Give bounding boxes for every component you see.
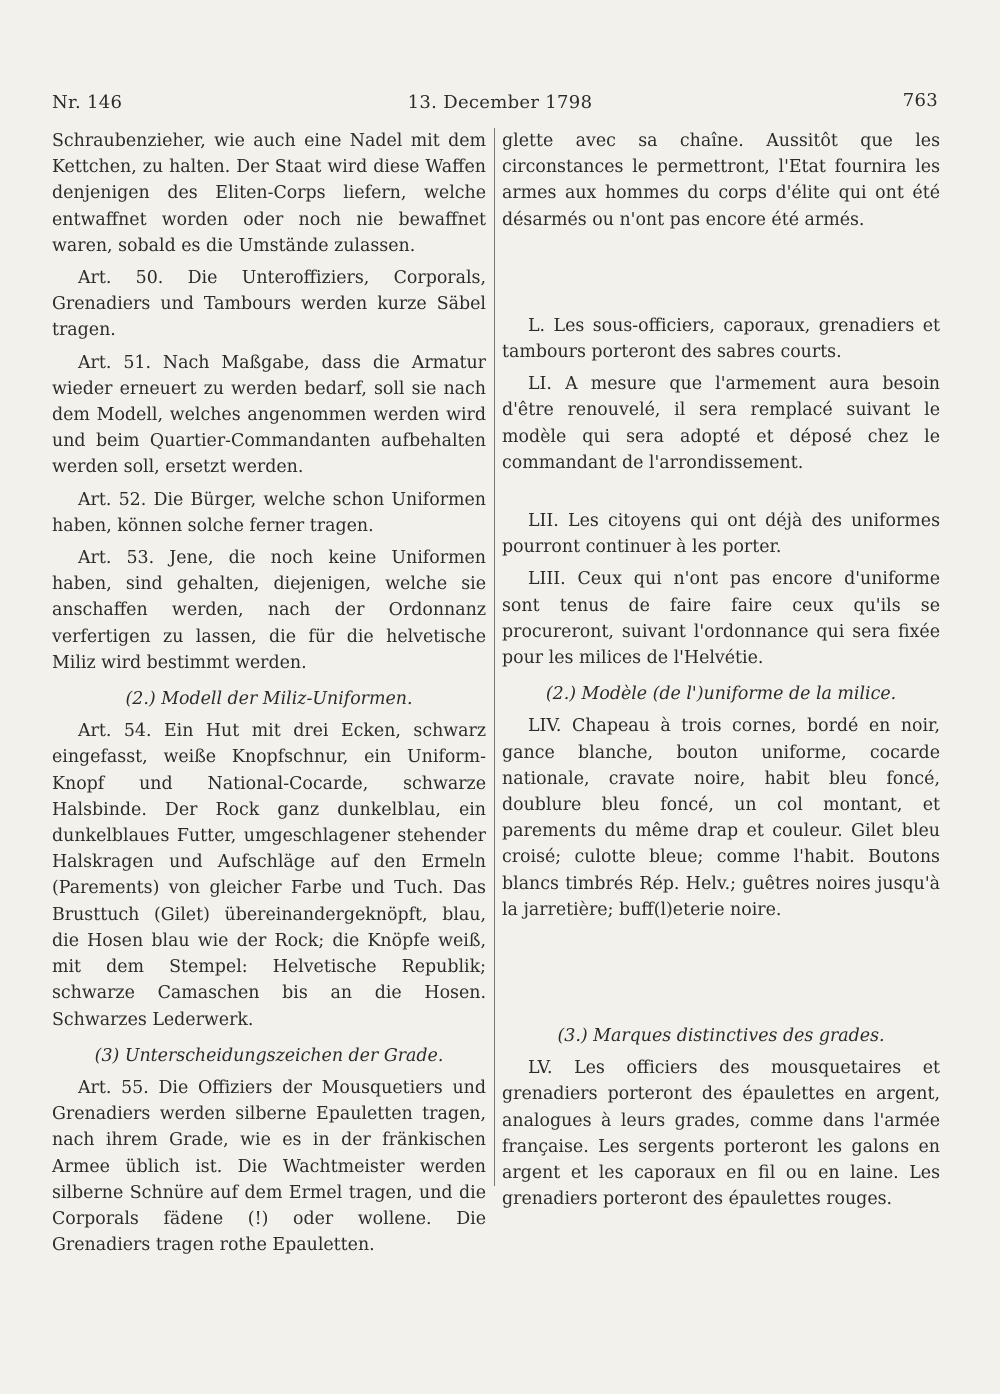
german-section-heading-2: (2.) Modell der Miliz-Uniformen.	[125, 689, 413, 710]
page-number: 763	[902, 90, 938, 111]
document-date: 13. December 1798	[407, 92, 593, 113]
french-paragraph-continued: glette avec sa chaîne. Aussitôt que les circonstances le permettront, l'Etat fournira les armes aux hommes du corps d'élite qui ont été désarmés ou n'ont pas encore été armés.	[502, 131, 940, 230]
french-section-heading-2: (2.) Modèle (de l')uniforme de la milice.	[545, 684, 897, 705]
german-article-52: Art. 52. Die Bürger, welche schon Uniformen haben, können solche ferner tragen.	[52, 489, 486, 536]
german-section-heading-3: (3) Unterscheidungszeichen der Grade.	[94, 1045, 444, 1066]
german-paragraph-continued: Schraubenzieher, wie auch eine Nadel mit dem Kettchen, zu halten. Der Staat wird diese Waffen denjenigen des Eliten-Corps liefern, welche entwaffnet worden oder noch nie bewaffnet waren, sobald es die Umstände zulassen.	[52, 131, 486, 256]
german-article-50: Art. 50. Die Unteroffiziers, Corporals, Grenadiers und Tambours werden kurze Säbel tragen.	[52, 268, 486, 341]
document-number: Nr. 146	[52, 92, 123, 113]
german-article-53: Art. 53. Jene, die noch keine Uniformen haben, sind gehalten, diejenigen, welche sie anschaffen werden, nach der Ordonnanz verfertigen zu lassen, die für die helvetische Miliz wird bestimmt werden.	[52, 548, 486, 673]
column-divider	[494, 128, 495, 1186]
german-article-54: Art. 54. Ein Hut mit drei Ecken, schwarz eingefasst, weiße Knopfschnur, ein Uniform-Knopf und National-Cocarde, schwarze Halsbinde. Der Rock ganz dunkelblau, ein dunkelblaues Futter, umgeschlagener stehender Halskragen und Aufschläge auf den Ermeln (Parements) von gleicher Farbe und Tuch. Das Brusttuch (Gilet) übereinandergeknöpft, blau, die Hosen blau wie der Rock; die Knöpfe weiß, mit dem Stempel: Helvetische Republik; schwarze Camaschen bis an die Hosen. Schwarzes Lederwerk.	[52, 721, 486, 1030]
german-article-51: Art. 51. Nach Maßgabe, dass die Armatur wieder erneuert zu werden bedarf, soll sie nach dem Modell, welches angenommen werden wird und beim Quartier-Commandanten aufbehalten werden soll, ersetzt werden.	[52, 352, 486, 478]
german-article-55: Art. 55. Die Offiziers der Mousquetiers und Grenadiers werden silberne Epauletten tragen, nach ihrem Grade, wie es in der fränkischen Armee üblich ist. Die Wachtmeister werden silberne Schnüre auf dem Ermel tragen, und die Corporals fädene (!) oder wollene. Die Grenadiers tragen rothe Epauletten.	[52, 1077, 486, 1256]
german-column	[52, 128, 486, 1264]
french-article-LIV: LIV. Chapeau à trois cornes, bordé en noir, gance blanche, bouton uniforme, cocarde nationale, cravate noire, habit bleu foncé, doublure bleu foncé, un col montant, et parements du même drap et couleur. Gilet bleu croisé; culotte bleue; comme l'habit. Boutons blancs timbrés Rép. Helv.; guêtres noires jusqu'à la jarretière; buff(l)eterie noire.	[502, 716, 940, 920]
french-article-L: L. Les sous-officiers, caporaux, grenadiers et tambours porteront des sabres courts.	[502, 315, 940, 363]
french-article-LIII: LIII. Ceux qui n'ont pas encore d'uniforme sont tenus de faire faire ceux qu'ils se procureront, suivant l'ordonnance qui sera fixée pour les milices de l'Helvétie.	[502, 569, 940, 669]
french-article-LI: LI. A mesure que l'armement aura besoin d'être renouvelé, il sera remplacé suivant le modèle qui sera adopté et déposé chez le commandant de l'arrondissement.	[502, 374, 940, 473]
french-section-heading-3: (3.) Marques distinctives des grades.	[557, 1026, 885, 1047]
french-column	[502, 128, 940, 1219]
french-article-LV: LV. Les officiers des mousquetaires et grenadiers porteront des épaulettes en argent, analogues à leurs grades, comme dans l'armée française. Les sergents porteront les galons en argent et les caporaux en fil ou en laine. Les grenadiers porteront des épaulettes rouges.	[502, 1058, 940, 1210]
french-article-LII: LII. Les citoyens qui ont déjà des uniformes pourront continuer à les porter.	[502, 511, 940, 558]
